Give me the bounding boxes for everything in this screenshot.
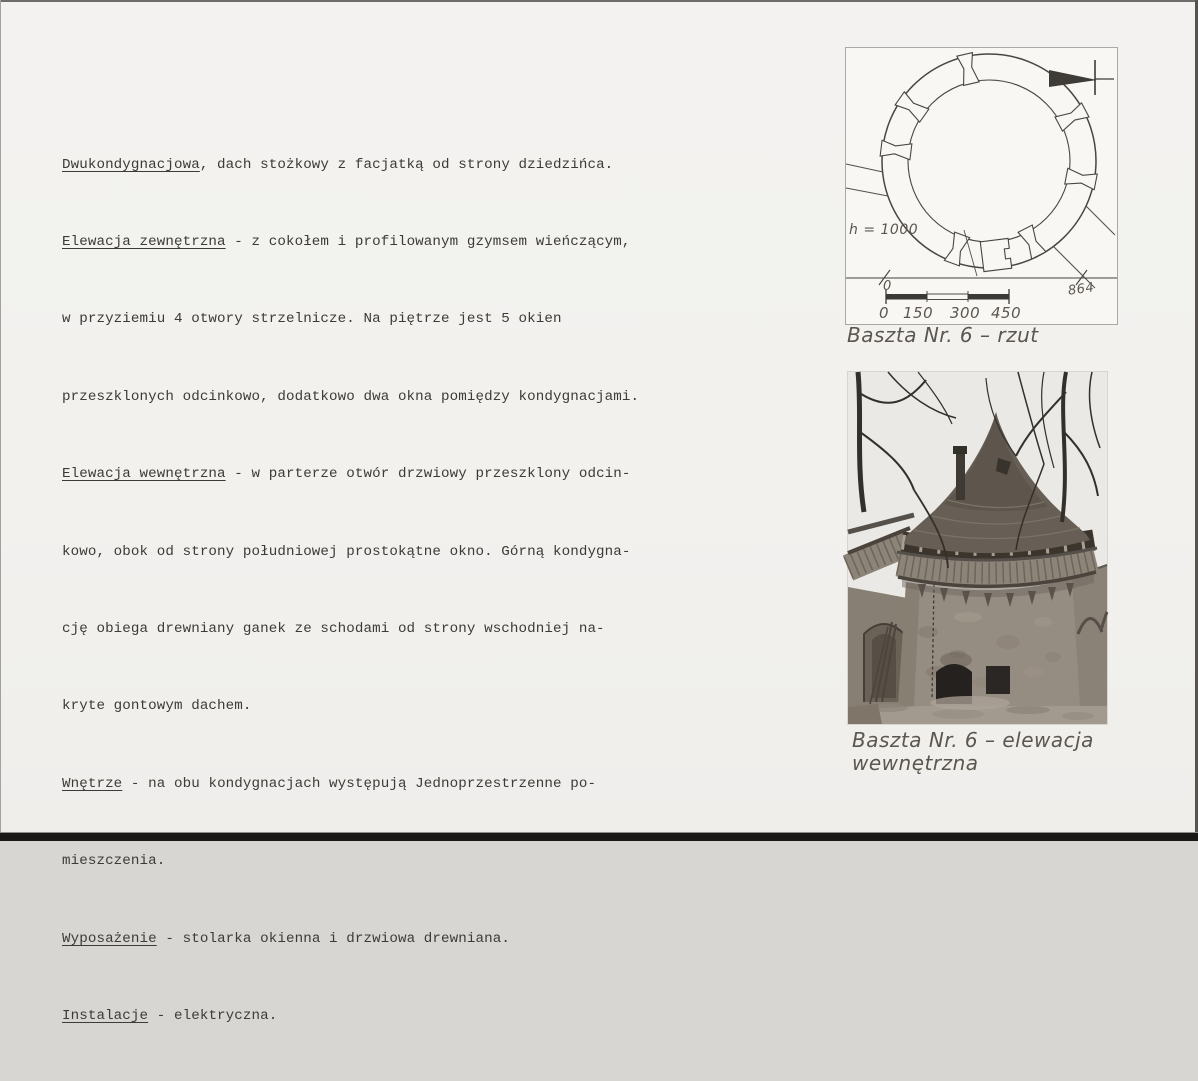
text-line: [62, 617, 672, 643]
line-text: przeszklonych odcinkowo, dodatkowo dwa okna pomiędzy kondygnacjami.: [62, 388, 640, 405]
text-line: [62, 230, 672, 256]
line-text: mieszczenia.: [62, 853, 166, 870]
photo-caption-line2: wewnętrzna: [852, 751, 979, 775]
text-line: [62, 385, 672, 411]
scan-edge-top: [0, 0, 1198, 2]
text-line: [62, 1004, 672, 1030]
plan-door-opening: [980, 238, 1011, 271]
line-text: - z cokołem i profilowanym gzymsem wieńczącym,: [225, 233, 631, 250]
typewritten-text-block: [62, 101, 672, 1081]
photo-caption-line1: Baszta Nr. 6 – elewacja: [852, 728, 1094, 752]
scan-edge-left: [0, 0, 1, 841]
photo-caption: [852, 729, 1094, 775]
scale-label: 450: [991, 304, 1022, 322]
text-line: [62, 927, 672, 953]
plan-height-label: h = 1000: [849, 222, 919, 238]
line-text: - na obu kondygnacjach występują Jednoprzestrzenne po-: [122, 775, 597, 792]
photo-figure: [848, 372, 1107, 724]
dimension-label-right: 864: [1067, 280, 1096, 299]
line-text: kowo, obok od strony południowej prostokątne okno. Górną kondygna-: [62, 543, 631, 560]
text-line: [62, 153, 672, 179]
line-text: kryte gontowym dachem.: [62, 698, 252, 715]
text-line: [62, 307, 672, 333]
scale-label: 150: [903, 304, 934, 322]
text-line: [62, 772, 672, 798]
text-line: [62, 849, 672, 875]
plan-caption: Baszta Nr. 6 – rzut: [847, 323, 1039, 347]
underlined-term: Elewacja wewnętrzna: [62, 466, 226, 483]
line-text: w przyziemiu 4 otwory strzelnicze. Na piętrze jest 5 okien: [62, 311, 562, 328]
scale-bar: [886, 289, 1009, 304]
dimension-label-left: 0: [883, 279, 892, 294]
line-text: , dach stożkowy z facjatką od strony dziedzińca.: [199, 156, 614, 173]
plan-figure: [845, 47, 1118, 325]
north-arrow-icon: [1049, 60, 1114, 95]
text-line: [62, 694, 672, 720]
underlined-term: Elewacja zewnętrzna: [62, 233, 226, 250]
underlined-term: Dwukondygnacjowa: [62, 156, 200, 173]
underlined-term: Wyposażenie: [62, 930, 157, 947]
line-text: - stolarka okienna i drzwiowa drewniana.: [156, 930, 510, 947]
section-mark: [964, 230, 977, 276]
underlined-term: Wnętrze: [62, 775, 123, 792]
line-text: cję obiega drewniany ganek ze schodami od strony wschodniej na-: [62, 620, 605, 637]
text-line: [62, 540, 672, 566]
underlined-term: Instalacje: [62, 1007, 149, 1024]
scale-label: 300: [950, 304, 981, 322]
tower-photo: [848, 372, 1107, 724]
text-line: [62, 462, 672, 488]
line-text: - w parterze otwór drzwiowy przeszklony odcin-: [225, 466, 631, 483]
line-text: - elektryczna.: [148, 1007, 278, 1024]
scale-label: 0: [879, 304, 890, 322]
